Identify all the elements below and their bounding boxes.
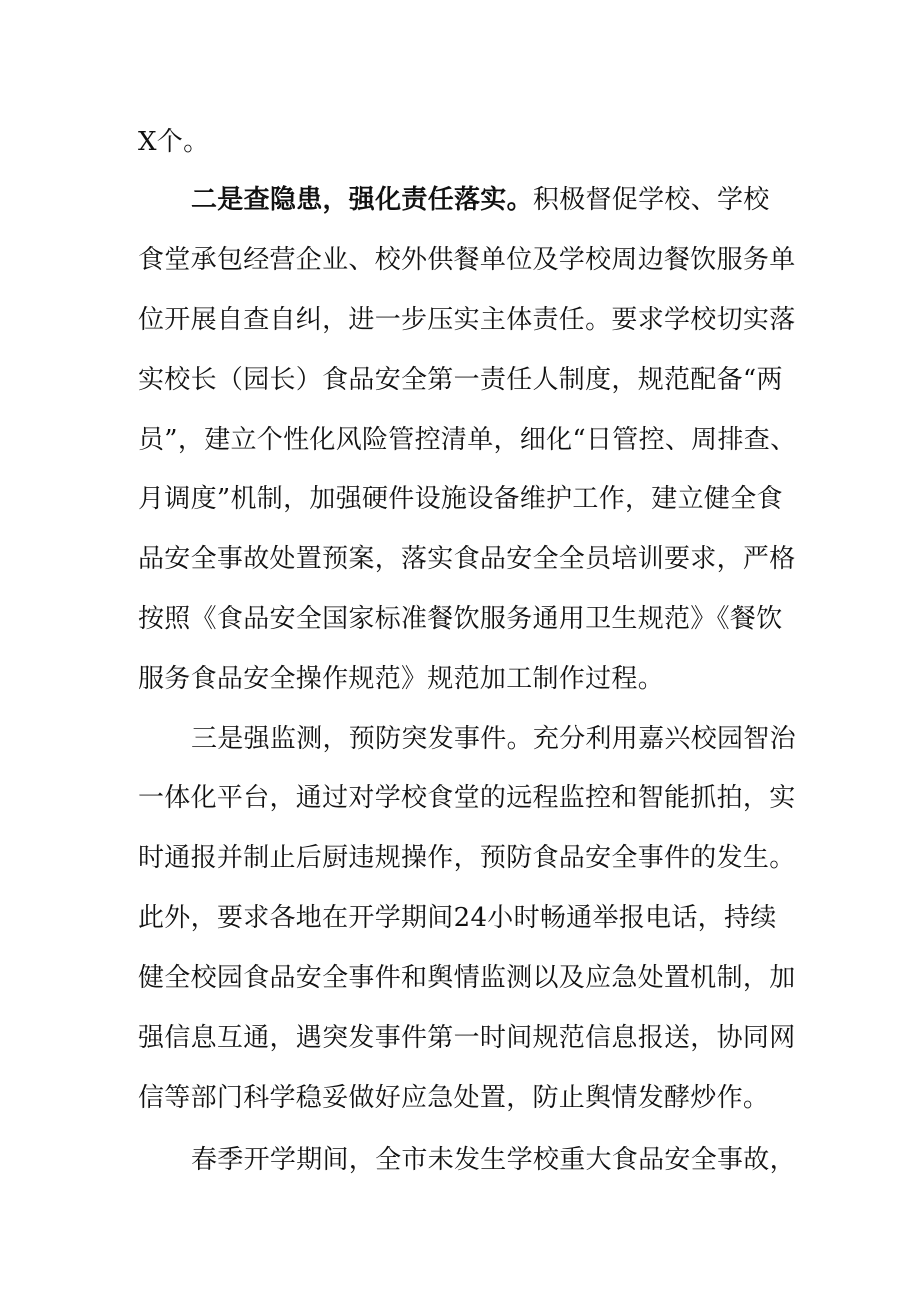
text-line: 一体化平台，通过对学校食堂的远程监控和智能抓拍，实 [138, 783, 796, 813]
paragraph-text: 积极督促学校、学校 [532, 185, 770, 215]
text-line: 月调度”机制，加强硬件设施设备维护工作，建立健全食 [138, 484, 783, 514]
paragraph-heading: 二是查隐患，强化责任落实。 [191, 185, 533, 215]
text-line: X个。 [138, 127, 210, 157]
text-line: 食堂承包经营企业、校外供餐单位及学校周边餐饮服务单 [138, 245, 796, 275]
text-line: 春季开学期间，全市未发生学校重大食品安全事故， [191, 1145, 796, 1175]
text-line: 员”，建立个性化风险管控清单，细化“日管控、周排查、 [138, 425, 797, 455]
text-line: 位开展自查自纠，进一步压实主体责任。要求学校切实落 [138, 305, 796, 335]
text-line: 此外，要求各地在开学期间24小时畅通举报电话，持续 [138, 903, 777, 933]
text-line [191, 180, 798, 220]
text-line: 强信息互通，遇突发事件第一时间规范信息报送，协同网 [138, 1023, 796, 1053]
text-line: 品安全事故处置预案，落实食品安全全员培训要求，严格 [138, 544, 796, 574]
text-line: 实校长（园长）食品安全第一责任人制度，规范配备“两 [138, 365, 783, 395]
text-line: 按照《食品安全国家标准餐饮服务通用卫生规范》《餐饮 [138, 604, 783, 634]
text-line: 信等部门科学稳妥做好应急处置，防止舆情发酵炒作。 [138, 1083, 770, 1113]
text-line: 三是强监测，预防突发事件。充分利用嘉兴校园智治 [191, 724, 796, 754]
text-line: 时通报并制止后厨违规操作，预防食品安全事件的发生。 [138, 843, 796, 873]
text-line: 健全校园食品安全事件和舆情监测以及应急处置机制，加 [138, 963, 796, 993]
text-line: 服务食品安全操作规范》规范加工制作过程。 [138, 664, 665, 694]
